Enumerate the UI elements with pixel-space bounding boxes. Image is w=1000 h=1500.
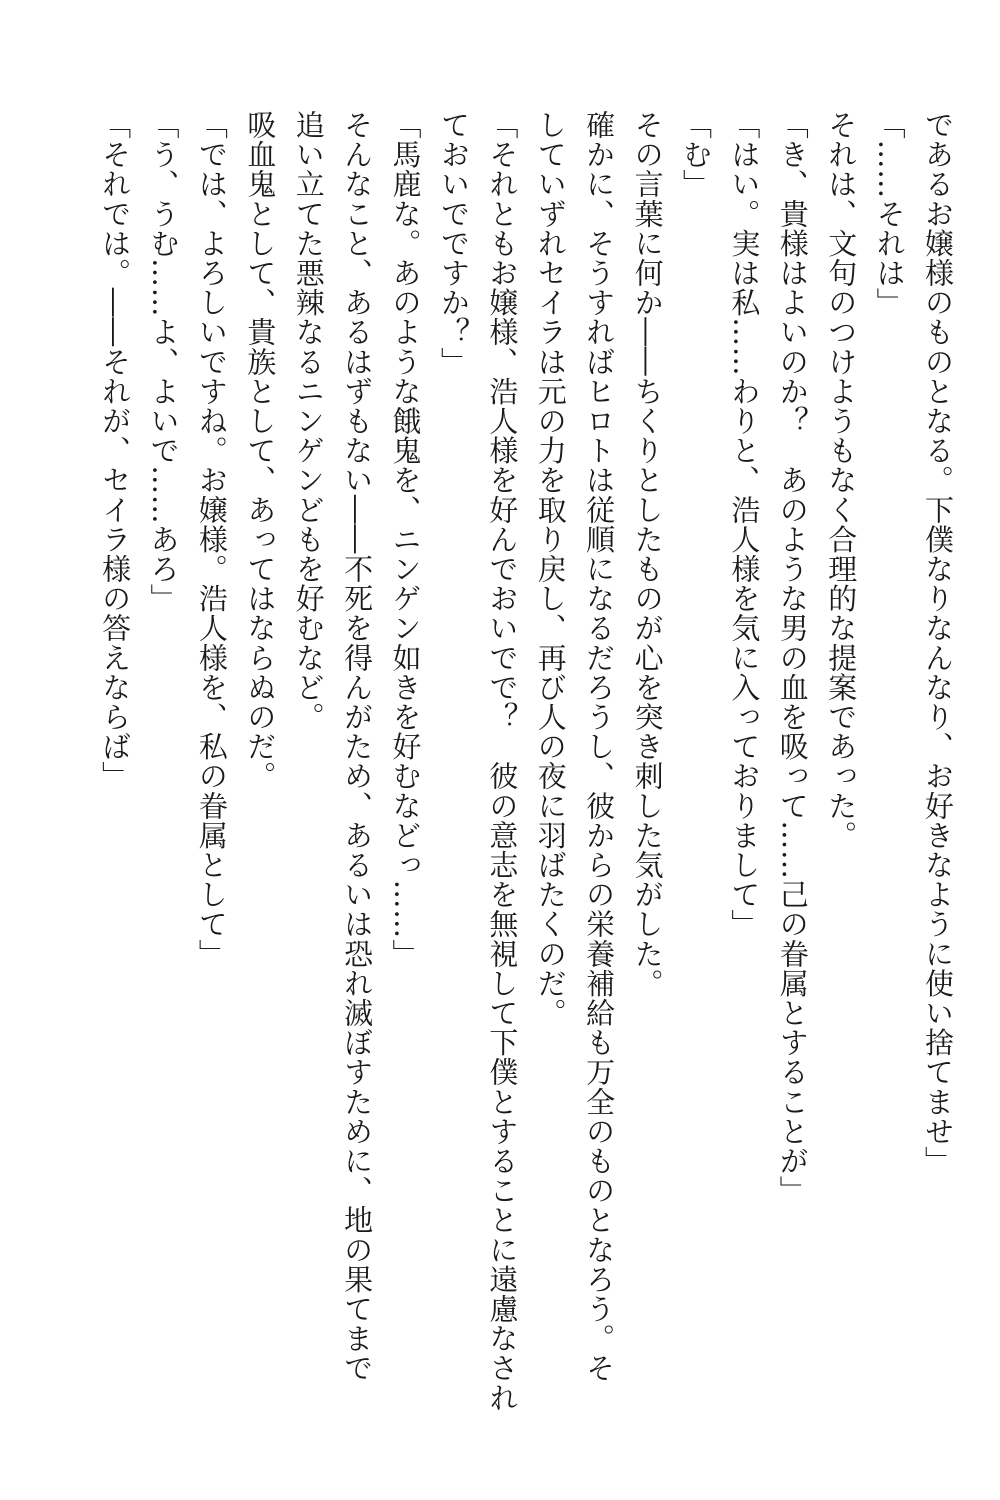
text-line: していずれセイラは元の力を取り戻し、再び人の夜に羽ばたくのだ。	[533, 110, 568, 1028]
text-line: ておいでですか？」	[436, 110, 471, 377]
text-line: 追い立てた悪辣なるニンゲンどもを好むなど。	[291, 110, 326, 732]
text-line: そんなこと、あるはずもない――不死を得んがため、あるいは恐れ滅ぼすために、地の果てまで	[340, 110, 375, 1383]
text-line: 「それともお嬢様、浩人様を好んでおいでで？ 彼の意志を無視して下僕とすることに遠慮なされ	[485, 110, 520, 1413]
text-line: 「では、よろしいですね。お嬢様。浩人様を、私の眷属として」	[194, 110, 229, 969]
text-line: それは、文句のつけようもなく合理的な提案であった。	[824, 110, 859, 850]
text-line: 確かに、そうすればヒロトは従順になるだろうし、彼からの栄養補給も万全のものとなろう。そ	[582, 110, 617, 1383]
text-line: 「む」	[678, 110, 713, 199]
text-line: 「き、貴様はよいのか？ あのような男の血を吸って……己の眷属とすることが」	[775, 110, 810, 1206]
vertical-text-body	[91, 110, 962, 1413]
text-line: 「それでは。――それが、セイラ様の答えならば」	[98, 110, 133, 791]
text-line: 吸血鬼として、貴族として、あってはならぬのだ。	[243, 110, 278, 791]
text-line: 「馬鹿な。あのような餓鬼を、ニンゲン如きを好むなどっ……」	[388, 110, 423, 969]
text-line: であるお嬢様のものとなる。下僕なりなんなり、お好きなように使い捨てませ」	[921, 110, 955, 1176]
text-line: その言葉に何か――ちくりとしたものが心を突き刺した気がした。	[630, 110, 665, 998]
text-line: 「……それは」	[872, 110, 907, 318]
text-line: 「う、うむ……よ、よいで……あろ」	[146, 110, 181, 614]
text-line: 「はい。実は私……わりと、浩人様を気に入っておりまして」	[727, 110, 762, 939]
